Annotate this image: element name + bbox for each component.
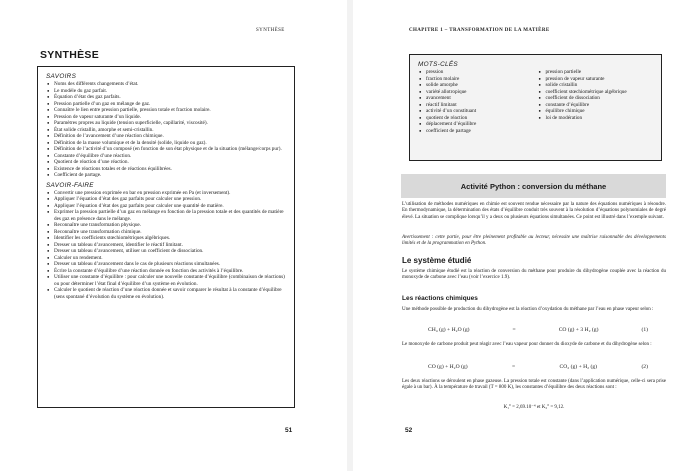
equation-1-rhs: CO (g) + 3 H₂ (g) — [558, 327, 599, 333]
running-head-left: SYNTHÈSE — [256, 28, 285, 33]
list-item: ● pression de vapeur saturante — [539, 76, 656, 83]
list-item: ● Écrire la constante d’équilibre d’une réaction donnée en fonction des activités à l’équilibre. — [47, 268, 288, 275]
list-item: ● variété allotropique — [419, 89, 536, 96]
equation-1 — [428, 327, 648, 333]
equation-2-lhs: CO (g) + H₂O (g) — [428, 364, 468, 370]
list-item: ● réactif limitant — [419, 102, 536, 109]
equation-2 — [428, 364, 648, 370]
list-item: ● Pression partielle d’un gaz en mélange de gaz. — [47, 101, 288, 108]
list-item: ● pression — [419, 69, 536, 76]
equation-2-rhs: CO₂ (g) + H₂ (g) — [559, 364, 598, 370]
avertissement-paragraph: Avertissement : cette partie, pour être pleinement profitable au lecteur, nécessite une maîtrise raisonnable des développements limités et de la programmation en Python. — [402, 235, 666, 247]
list-item: ● coefficient de partage — [419, 128, 536, 135]
list-item: ● solide cristallin — [539, 82, 656, 89]
list-item: ● équilibre chimique — [539, 108, 656, 115]
list-item: ● loi de modération — [539, 115, 656, 122]
list-item: ● Équation d’état des gaz parfaits. — [47, 94, 288, 101]
list-item: ● Pression de vapeur saturante d’un liquide. — [47, 114, 288, 121]
list-item: ● Dresser un tableau d’avancement, utiliser un coefficient de dissociation. — [47, 248, 288, 255]
list-item: ● Constante d’équilibre d’une réaction. — [47, 153, 288, 160]
list-item: ● pression partielle — [539, 69, 656, 76]
list-item: ● Calculer le quotient de réaction d’une réaction donnée et savoir comparer le résultat à la constante d’équilibre (sens spontané d’évolution du système en évolution). — [47, 287, 288, 300]
running-head-right: CHAPITRE 1 – TRANSFORMATION DE LA MATIÈRE — [409, 28, 550, 33]
list-item: ● coefficient de dissociation — [539, 95, 656, 102]
list-item: ● Appliquer l’équation d’état des gaz parfaits pour calculer une pression. — [47, 196, 288, 203]
list-item: ● solide amorphe — [419, 82, 536, 89]
list-item: ● Quotient de réaction d’une réaction. — [47, 159, 288, 166]
list-item: ● coefficient stœchiométrique algébrique — [539, 89, 656, 96]
list-item: ● Appliquer l’équation d’état des gaz parfaits pour calculer une quantité de matière. — [47, 203, 288, 210]
equilibrium-constants: K₁° = 2,69.10⁻⁴ et K₂° = 9,12. — [503, 405, 565, 410]
intro-paragraph: L’utilisation de méthodes numériques en chimie est souvent rendue nécessaire par la nature des équations numériques à résoudre. En thermodynamique, la détermination des états d’équilibre conduit très souvent à la résolution d’équations polynomiales de degré élevé. La situation se complique lorsqu’il y a deux ou plusieurs équations simultanées. Ce point est illustré dans l’exemple suivant. — [402, 202, 666, 220]
list-item: ● déplacement d’équilibre — [419, 121, 536, 128]
savoirs-heading: SAVOIRS — [46, 73, 77, 80]
list-item: ● constante d’équilibre — [539, 102, 656, 109]
list-item: ● Noms des différents changements d’état. — [47, 81, 288, 88]
page-number-right: 52 — [405, 427, 413, 434]
list-item: ● Calculer un rendement. — [47, 255, 288, 262]
co-paragraph: Le monoxyde de carbone produit peut réagir avec l’eau vapeur pour donner du dioxyde de carbone et du dihydrogène selon : — [402, 342, 652, 347]
list-item: ● Reconnaître une transformation chimique. — [47, 229, 288, 236]
list-item: ● Reconnaître une transformation physique. — [47, 222, 288, 229]
mots-cles-box — [409, 54, 662, 161]
list-item: ● Définition de la masse volumique et de la densité (solide, liquide ou gaz). — [47, 140, 288, 147]
equilibrium-arrow: = — [511, 364, 516, 370]
list-item: ● activité d’un constituant — [419, 108, 536, 115]
mots-cles-heading: MOTS-CLÉS — [418, 61, 458, 68]
list-item: ● Convertir une pression exprimée en bar en pression exprimée en Pa (et inversement). — [47, 190, 288, 197]
page-title: SYNTHÈSE — [40, 49, 99, 61]
final-paragraph: Les deux réactions se déroulent en phase gazeuse. La pression totale est constante (dans l’application numérique, celle-ci sera prise égale à un bar). À la température de travail (T = 800 K), les constantes d’équilibre des deux réactions sont : — [402, 379, 666, 391]
savoir-faire-heading: SAVOIR-FAIRE — [46, 181, 94, 189]
equation-1-lhs: CH₄ (g) + H₂O (g) — [428, 327, 470, 333]
list-item: ● État solide cristallin, amorphe et semi-cristallin. — [47, 127, 288, 134]
systeme-paragraph: Le système chimique étudié est la réaction de conversion du méthane pour produire du dihydrogène couplée avec la réaction du monoxyde de carbone avec l’eau (voir l’exercice 1.9). — [402, 269, 666, 281]
python-activity-title: Activité Python : conversion du méthane — [401, 174, 666, 198]
mots-cles-column-2 — [536, 69, 656, 134]
synthese-box — [37, 66, 295, 408]
list-item: ● Connaître le lien entre pression partielle, pression totale et fraction molaire. — [47, 107, 288, 114]
list-item: ● Dresser un tableau d’avancement, identifier le réactif limitant. — [47, 242, 288, 249]
list-item: ● Dresser un tableau d’avancement dans le cas de plusieurs réactions simultanées. — [47, 261, 288, 268]
list-item: ● Coefficient de partage. — [47, 172, 288, 179]
equilibrium-arrow: = — [512, 327, 516, 333]
reactions-paragraph: Une méthode possible de production du dihydrogène est la réaction d’oxydation du méthane par l’eau en phase vapeur selon : — [402, 307, 654, 312]
list-item: ● Existence de réactions totales et de réactions équilibrées. — [47, 166, 288, 173]
savoir-faire-list — [44, 190, 288, 301]
list-item: ● Le modèle du gaz parfait. — [47, 88, 288, 95]
section-heading-systeme: Le système étudié — [402, 256, 472, 265]
section-heading-reactions: Les réactions chimiques — [402, 295, 478, 302]
list-item: ● fraction molaire — [419, 76, 536, 83]
list-item: ● quotient de réaction — [419, 115, 536, 122]
right-page — [353, 0, 700, 471]
page-number-left: 51 — [285, 427, 293, 434]
list-item: ● Utiliser une constante d’équilibre : pour calculer une nouvelle constante d’équilibre (combinaison de réactions) ou pour déterminer l’état final d’équilibre d’un système en évolution. — [47, 274, 288, 287]
list-item: ● Paramètres propres au liquide (tension superficielle, capillarité, viscosité). — [47, 120, 288, 127]
equation-1-number: (1) — [641, 327, 648, 333]
list-item: ● Identifier les coefficients stœchiométriques algébriques. — [47, 235, 288, 242]
equation-2-number: (2) — [641, 364, 648, 370]
list-item: ● avancement — [419, 95, 536, 102]
list-item: ● Définition de l’activité d’un composé (en fonction de son état physique et de la situation (mélange/corps pur). — [47, 146, 288, 153]
mots-cles-column-1 — [416, 69, 536, 134]
list-item: ● Définition de l’avancement d’une réaction chimique. — [47, 133, 288, 140]
left-page — [0, 0, 347, 471]
savoirs-list — [44, 81, 288, 179]
list-item: ● Exprimer la pression partielle d’un gaz en mélange en fonction de la pression totale et des quantités de matière des gaz en présence dans le mélange. — [47, 209, 288, 222]
